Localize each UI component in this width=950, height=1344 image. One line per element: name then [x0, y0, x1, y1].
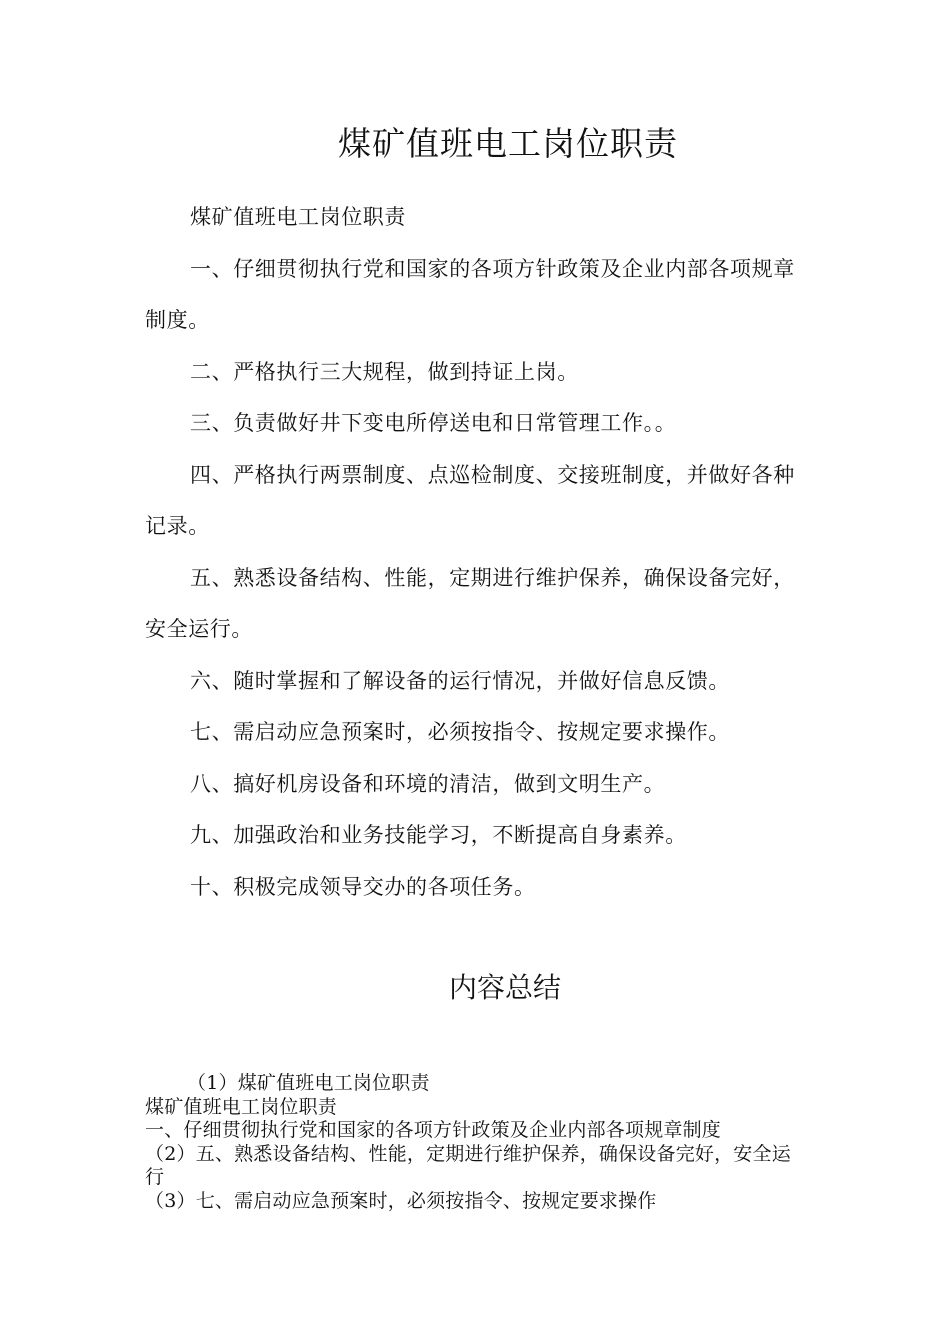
summary-line-1: （1）煤矿值班电工岗位职责: [187, 1072, 430, 1094]
document-title: 煤矿值班电工岗位职责: [338, 124, 678, 163]
summary-line-4: （2）五、熟悉设备结构、性能，定期进行维护保养，确保设备完好，安全运行: [145, 1142, 791, 1188]
duty-item-4: 四、严格执行两票制度、点巡检制度、交接班制度，并做好各种记录。: [145, 462, 795, 538]
duty-item-5: 五、熟悉设备结构、性能，定期进行维护保养，确保设备完好，安全运行。: [145, 565, 795, 641]
duty-item-8: 八、搞好机房设备和环境的清洁，做到文明生产。: [190, 771, 666, 796]
duty-item-3: 三、负责做好井下变电所停送电和日常管理工作。。: [190, 411, 677, 435]
summary-line-2: 煤矿值班电工岗位职责: [145, 1095, 338, 1118]
duty-item-1: 一、仔细贯彻执行党和国家的各项方针政策及企业内部各项规章制度。: [145, 256, 795, 332]
summary-line-3: 一、仔细贯彻执行党和国家的各项方针政策及企业内部各项规章制度: [145, 1119, 722, 1141]
document-body: [145, 192, 805, 913]
duty-item-7: 七、需启动应急预案时，必须按指令、按规定要求操作。: [190, 720, 730, 744]
document-subtitle: 煤矿值班电工岗位职责: [190, 205, 406, 229]
summary-title: 内容总结: [448, 971, 561, 1004]
summary-line-5: （3）七、需启动应急预案时，必须按指令、按规定要求操作: [145, 1189, 657, 1212]
duty-item-10: 十、积极完成领导交办的各项任务。: [190, 874, 536, 899]
duty-item-6: 六、随时掌握和了解设备的运行情况，并做好信息反馈。: [190, 668, 730, 693]
duty-item-9: 九、加强政治和业务技能学习，不断提高自身素养。: [190, 823, 687, 847]
summary-block: [145, 1072, 805, 1213]
duty-item-2: 二、严格执行三大规程，做到持证上岗。: [190, 359, 579, 384]
